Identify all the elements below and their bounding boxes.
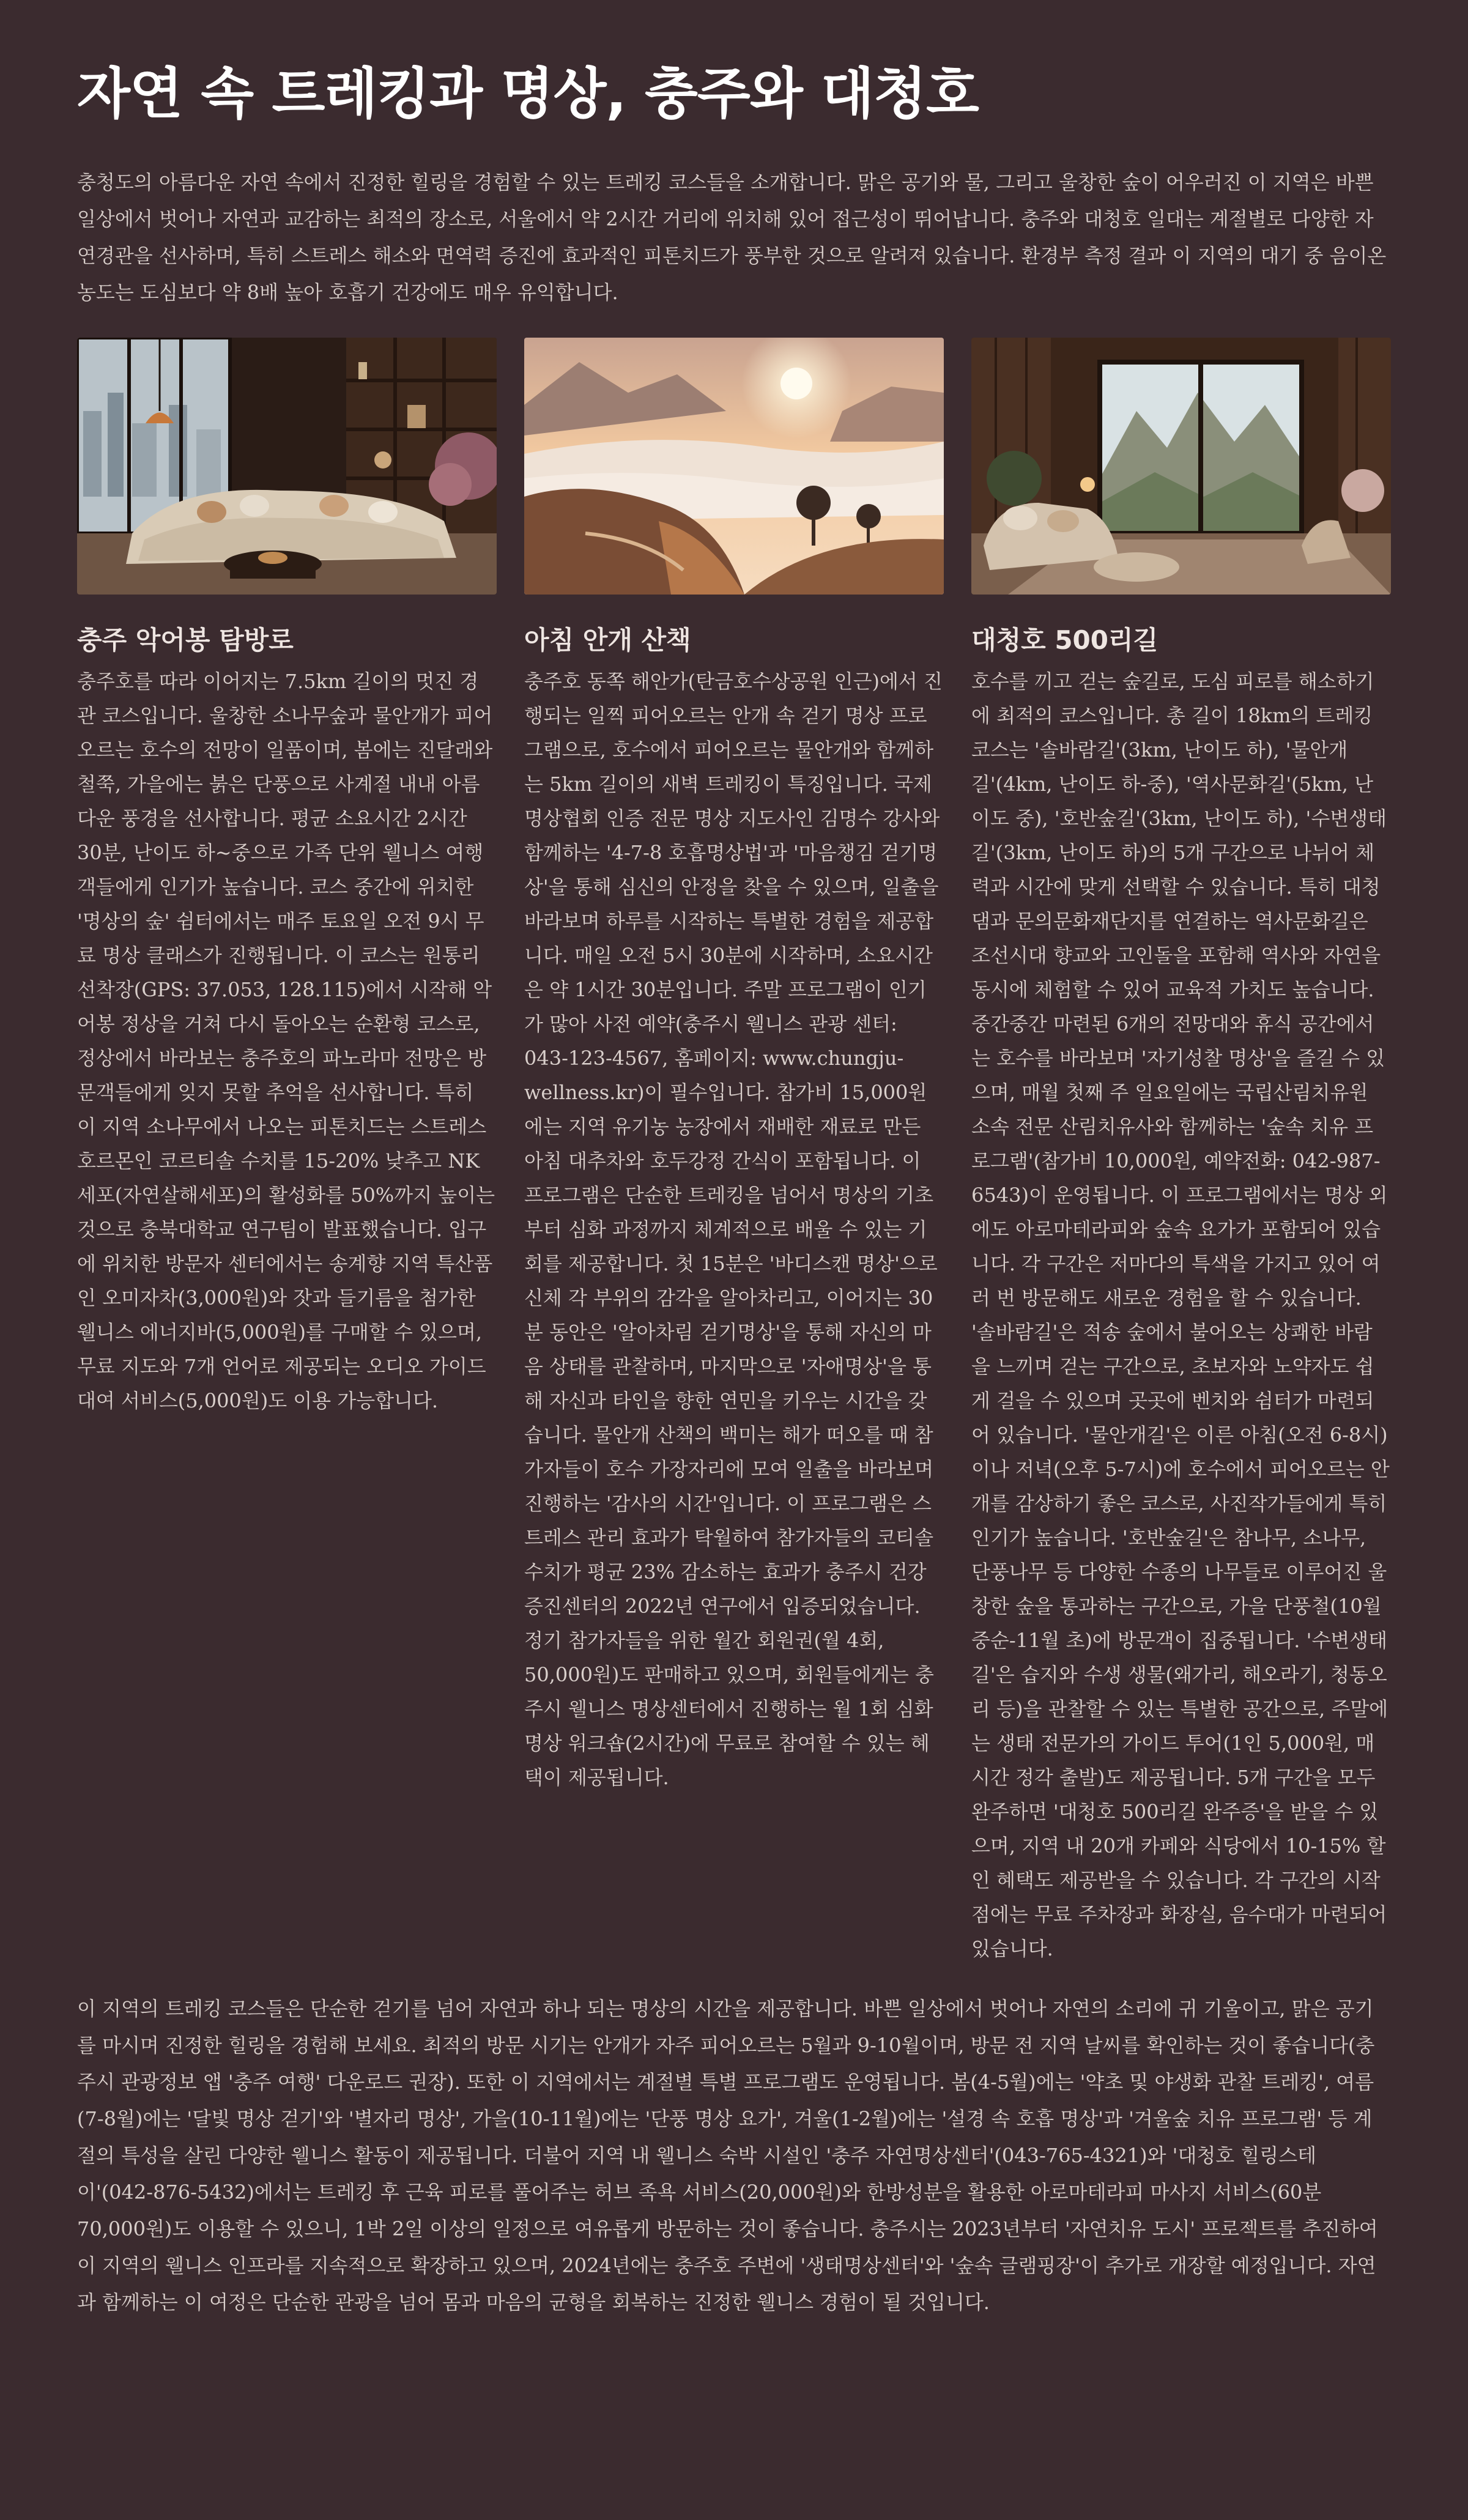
card-title: 충주 악어봉 탐방로 — [77, 625, 294, 655]
card-row — [77, 338, 1391, 1966]
card-chungju-akeobong — [77, 338, 497, 1966]
article — [77, 61, 1391, 2321]
card-title: 대청호 500리길 — [971, 625, 1158, 655]
card-body: 호수를 끼고 걷는 숲길로, 도심 피로를 해소하기에 최적의 코스입니다. 총 길이 18km의 트레킹 코스는 '솔바람길'(3km, 난이도 하), '물안개길'(4km, 난이도 하-중), '역사문화길'(5km, 난이도 중), '호반숲길'(3km, 난이도 하), '수변생태길'(3km, 난이도 하)의 5개 구간으로 나뉘어 체력과 시간에 맞게 선택할 수 있습니다. 특히 대청댐과 문의문화재단지를 연결하는 역사문화길은 조선시대 향교와 고인돌을 포함해 역사와 자연을 동시에 체험할 수 있어 교육적 가치도 높습니다. 중간중간 마련된 6개의 전망대와 휴식 공간에서는 호수를 바라보며 '자기성찰 명상'을 즐길 수 있으며, 매월 첫째 주 일요일에는 국립산림치유원 소속 전문 산림치유사와 함께하는 '숲속 치유 프로그램'(참가비 10,000원, 예약전화: 042-987-6543)이 운영됩니다. 이 프로그램에서는 명상 외에도 아로마테라피와 숲속 요가가 포함되어 있습니다. 각 구간은 저마다의 특색을 가지고 있어 여러 번 방문해도 새로운 경험을 할 수 있습니다. '솔바람길'은 적송 숲에서 불어오는 상쾌한 바람을 느끼며 걷는 구간으로, 초보자와 노약자도 쉽게 걸을 수 있으며 곳곳에 벤치와 쉼터가 마련되어 있습니다. '물안개길'은 이른 아침(오전 6-8시)이나 저녁(오후 5-7시)에 호수에서 피어오르는 안개를 감상하기 좋은 코스로, 사진작가들에게 특히 인기가 높습니다. '호반숲길'은 참나무, 소나무, 단풍나무 등 다양한 수종의 나무들로 이루어진 울창한 숲을 통과하는 구간으로, 가을 단풍철(10월 중순-11월 초)에 방문객이 집중됩니다. '수변생태길'은 습지와 수생 생물(왜가리, 해오라기, 청동오리 등)을 관찰할 수 있는 특별한 공간으로, 주말에는 생태 전문가의 가이드 투어(1인 5,000원, 매 시간 정각 출발)도 제공됩니다. 5개 구간을 모두 완주하면 '대청호 500리길 완주증'을 받을 수 있으며, 지역 내 20개 카페와 식당에서 10-15% 할인 혜택도 제공받을 수 있습니다. 각 구간의 시작점에는 무료 주차장과 화장실, 음수대가 마련되어 있습니다. — [971, 670, 1390, 1961]
closing-paragraph: 이 지역의 트레킹 코스들은 단순한 걷기를 넘어 자연과 하나 되는 명상의 시간을 제공합니다. 바쁜 일상에서 벗어나 자연의 소리에 귀 기울이고, 맑은 공기를 마시며 진정한 힐링을 경험해 보세요. 최적의 방문 시기는 안개가 자주 피어오르는 5월과 9-10월이며, 방문 전 지역 날씨를 확인하는 것이 좋습니다(충주시 관광정보 앱 '충주 여행' 다운로드 권장). 또한 이 지역에서는 계절별 특별 프로그램도 운영됩니다. 봄(4-5월)에는 '약초 및 야생화 관찰 트레킹', 여름(7-8월)에는 '달빛 명상 걷기'와 '별자리 명상', 가을(10-11월)에는 '단풍 명상 요가', 겨울(1-2월)에는 '설경 속 호흡 명상'과 '겨울숲 치유 프로그램' 등 계절의 특성을 살린 다양한 웰니스 활동이 제공됩니다. 더불어 지역 내 웰니스 숙박 시설인 '충주 자연명상센터'(043-765-4321)와 '대청호 힐링스테이'(042-876-5432)에서는 트레킹 후 근육 피로를 풀어주는 허브 족욕 서비스(20,000원)와 한방성분을 활용한 아로마테라피 마사지 서비스(60분 70,000원)도 이용할 수 있으니, 1박 2일 이상의 일정으로 여유롭게 방문하는 것이 좋습니다. 충주시는 2023년부터 '자연치유 도시' 프로젝트를 추진하여 이 지역의 웰니스 인프라를 지속적으로 확장하고 있으며, 2024년에는 충주호 주변에 '생태명상센터'와 '숲속 글램핑장'이 추가로 개장할 예정입니다. 자연과 함께하는 이 여정은 단순한 관광을 넘어 몸과 마음의 균형을 회복하는 진정한 웰니스 경험이 될 것입니다. — [77, 1997, 1378, 2314]
card-daecheongho-500ri — [971, 338, 1391, 1966]
card-title: 아침 안개 산책 — [524, 625, 691, 655]
living-room-city-view-photo — [77, 338, 497, 595]
card-body: 충주호를 따라 이어지는 7.5km 길이의 멋진 경관 코스입니다. 울창한 소나무숲과 물안개가 피어오르는 호수의 전망이 일품이며, 봄에는 진달래와 철쭉, 가을에는 붉은 단풍으로 사계절 내내 아름다운 풍경을 선사합니다. 평균 소요시간 2시간 30분, 난이도 하~중으로 가족 단위 웰니스 여행객들에게 인기가 높습니다. 코스 중간에 위치한 '명상의 숲' 쉼터에서는 매주 토요일 오전 9시 무료 명상 클래스가 진행됩니다. 이 코스는 원통리 선착장(GPS: 37.053, 128.115)에서 시작해 악어봉 정상을 거쳐 다시 돌아오는 순환형 코스로, 정상에서 바라보는 충주호의 파노라마 전망은 방문객들에게 잊지 못할 추억을 선사합니다. 특히 이 지역 소나무에서 나오는 피톤치드는 스트레스 호르몬인 코르티솔 수치를 15-20% 낮추고 NK세포(자연살해세포)의 활성화를 50%까지 높이는 것으로 충북대학교 연구팀이 발표했습니다. 입구에 위치한 방문자 센터에서는 송계향 지역 특산품인 오미자차(3,000원)와 잣과 들기름을 첨가한 웰니스 에너지바(5,000원)를 구매할 수 있으며, 무료 지도와 7개 언어로 제공되는 오디오 가이드 대여 서비스(5,000원)도 이용 가능합니다. — [77, 670, 495, 1413]
card-morning-fog-walk — [524, 338, 944, 1966]
page-title: 자연 속 트레킹과 명상, 충주와 대청호 — [77, 62, 979, 126]
card-body: 충주호 동쪽 해안가(탄금호수상공원 인근)에서 진행되는 일찍 피어오르는 안개 속 걷기 명상 프로그램으로, 호수에서 피어오르는 물안개와 함께하는 5km 길이의 새벽 트레킹이 특징입니다. 국제명상협회 인증 전문 명상 지도사인 김명수 강사와 함께하는 '4-7-8 호흡명상법'과 '마음챙김 걷기명상'을 통해 심신의 안정을 찾을 수 있으며, 일출을 바라보며 하루를 시작하는 특별한 경험을 제공합니다. 매일 오전 5시 30분에 시작하며, 소요시간은 약 1시간 30분입니다. 주말 프로그램이 인기가 많아 사전 예약(충주시 웰니스 관광 센터: 043-123-4567, 홈페이지: www.chungju-wellness.kr)이 필수입니다. 참가비 15,000원에는 지역 유기농 농장에서 재배한 재료로 만든 아침 대추차와 호두강정 간식이 포함됩니다. 이 프로그램은 단순한 트레킹을 넘어서 명상의 기초부터 심화 과정까지 체계적으로 배울 수 있는 기회를 제공합니다. 첫 15분은 '바디스캔 명상'으로 신체 각 부위의 감각을 알아차리고, 이어지는 30분 동안은 '알아차림 걷기명상'을 통해 자신의 마음 상태를 관찰하며, 마지막으로 '자애명상'을 통해 자신과 타인을 향한 연민을 키우는 시간을 갖습니다. 물안개 산책의 백미는 해가 떠오를 때 참가자들이 호수 가장자리에 모여 일출을 바라보며 진행하는 '감사의 시간'입니다. 이 프로그램은 스트레스 관리 효과가 탁월하여 참가자들의 코티솔 수치가 평균 23% 감소하는 효과가 충주시 건강증진센터의 2022년 연구에서 입증되었습니다. 정기 참가자들을 위한 월간 회원권(월 4회, 50,000원)도 판매하고 있으며, 회원들에게는 충주시 웰니스 명상센터에서 진행하는 월 1회 심화 명상 워크숍(2시간)에 무료로 참여할 수 있는 혜택이 제공됩니다. — [524, 670, 943, 1790]
intro-paragraph: 충청도의 아름다운 자연 속에서 진정한 힐링을 경험할 수 있는 트레킹 코스들을 소개합니다. 맑은 공기와 물, 그리고 울창한 숲이 어우러진 이 지역은 바쁜 일상에서 벗어나 자연과 교감하는 최적의 장소로, 서울에서 약 2시간 거리에 위치해 있어 접근성이 뛰어납니다. 충주와 대청호 일대는 계절별로 다양한 자연경관을 선사하며, 특히 스트레스 해소와 면역력 증진에 효과적인 피톤치드가 풍부한 것으로 알려져 있습니다. 환경부 측정 결과 이 지역의 대기 중 음이온 농도는 도심보다 약 8배 높아 호흡기 건강에도 매우 유익합니다. — [77, 171, 1387, 304]
misty-mountain-sunrise-photo — [524, 338, 944, 595]
living-room-mountain-view-photo — [971, 338, 1391, 595]
